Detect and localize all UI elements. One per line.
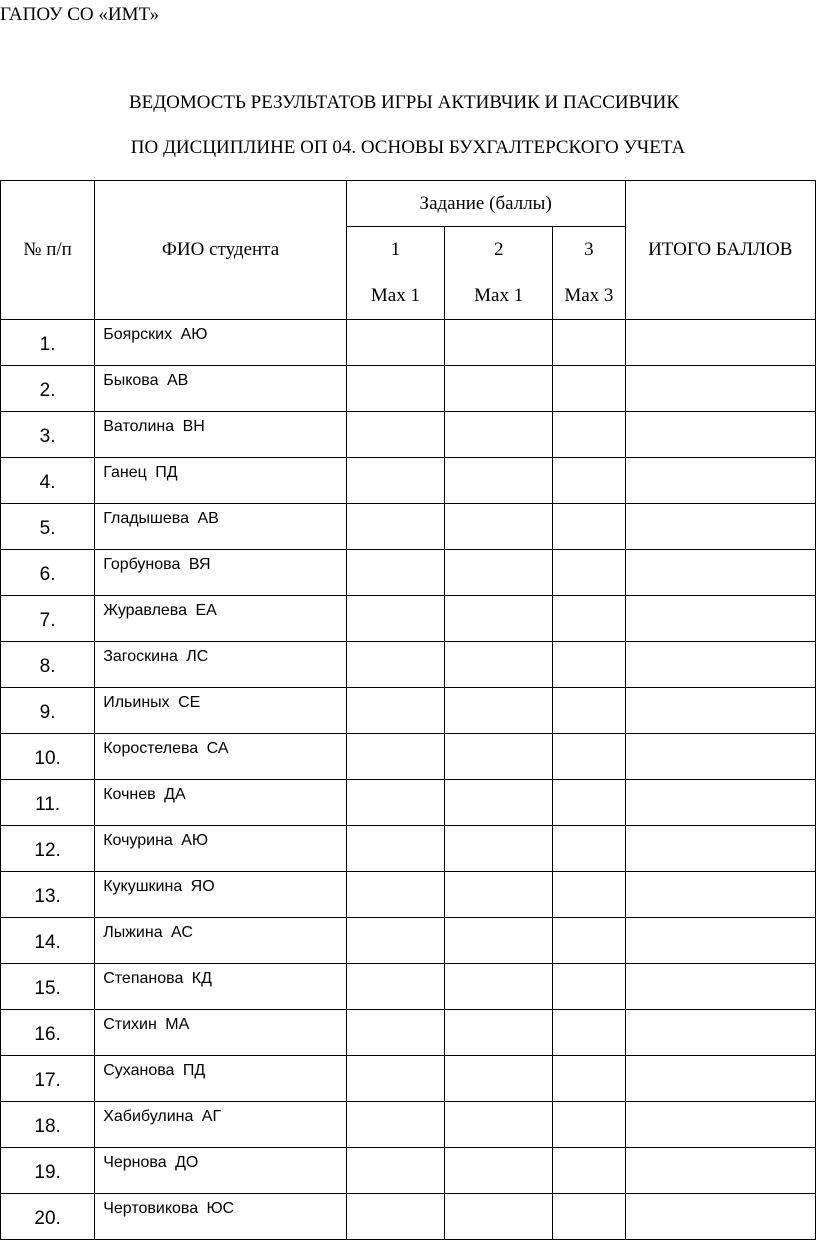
student-name-cell	[95, 366, 347, 412]
task-2-score-cell[interactable]	[445, 734, 553, 780]
total-score-cell[interactable]	[625, 1194, 816, 1240]
table-row	[1, 596, 816, 642]
task-2-score-cell[interactable]	[445, 366, 553, 412]
student-name-cell	[95, 1194, 347, 1240]
student-name: Суханова ПД	[103, 1062, 206, 1079]
student-name: Горбунова ВЯ	[103, 556, 211, 573]
table-row	[1, 1010, 816, 1056]
task-2-score-cell[interactable]	[445, 550, 553, 596]
total-score-cell[interactable]	[625, 642, 816, 688]
task-2-score-cell[interactable]	[445, 688, 553, 734]
total-score-cell[interactable]	[625, 1148, 816, 1194]
task-2-score-cell[interactable]	[445, 412, 553, 458]
total-score-cell[interactable]	[625, 504, 816, 550]
task-number: 3	[584, 239, 594, 260]
task-2-score-cell[interactable]	[445, 964, 553, 1010]
task-1-score-cell[interactable]	[346, 964, 444, 1010]
task-3-score-cell[interactable]	[553, 964, 625, 1010]
task-1-score-cell[interactable]	[346, 1056, 444, 1102]
task-3-score-cell[interactable]	[553, 1194, 625, 1240]
table-row	[1, 734, 816, 780]
task-1-score-cell[interactable]	[346, 1194, 444, 1240]
student-name-cell	[95, 688, 347, 734]
row-number: 17.	[1, 1056, 95, 1102]
task-max: Max 1	[370, 285, 420, 306]
row-number: 14.	[1, 918, 95, 964]
total-score-cell[interactable]	[625, 1056, 816, 1102]
task-1-score-cell[interactable]	[346, 918, 444, 964]
task-3-score-cell[interactable]	[553, 872, 625, 918]
document-title: ВЕДОМОСТЬ РЕЗУЛЬТАТОВ ИГРЫ АКТИВЧИК И ПАССИВЧИК	[128, 92, 680, 113]
student-name-cell	[95, 826, 347, 872]
total-score-cell[interactable]	[625, 826, 816, 872]
task-2-score-cell[interactable]	[445, 504, 553, 550]
row-number: 16.	[1, 1010, 95, 1056]
task-2-score-cell[interactable]	[445, 826, 553, 872]
total-score-cell[interactable]	[625, 688, 816, 734]
table-row	[1, 642, 816, 688]
row-number: 11.	[1, 780, 95, 826]
student-name-cell	[95, 412, 347, 458]
row-number: 8.	[1, 642, 95, 688]
row-number: 9.	[1, 688, 95, 734]
task-max: Max 3	[564, 285, 614, 306]
student-name: Загоскина ЛС	[103, 648, 209, 665]
table-row	[1, 872, 816, 918]
task-3-score-cell[interactable]	[553, 918, 625, 964]
task-1-score-cell[interactable]	[346, 826, 444, 872]
task-1-score-cell[interactable]	[346, 872, 444, 918]
total-score-cell[interactable]	[625, 1010, 816, 1056]
task-1-score-cell[interactable]	[346, 320, 444, 366]
task-1-score-cell[interactable]	[346, 412, 444, 458]
column-header-tasks: Задание (баллы)	[346, 181, 625, 227]
student-name-cell	[95, 1056, 347, 1102]
row-number: 12.	[1, 826, 95, 872]
total-score-cell[interactable]	[625, 872, 816, 918]
student-name: Коростелева СА	[103, 740, 229, 757]
task-1-score-cell[interactable]	[346, 458, 444, 504]
student-name-cell	[95, 642, 347, 688]
row-number: 5.	[1, 504, 95, 550]
table-body	[1, 320, 816, 1240]
total-score-cell[interactable]	[625, 964, 816, 1010]
row-number: 13.	[1, 872, 95, 918]
table-row	[1, 918, 816, 964]
task-2-score-cell[interactable]	[445, 918, 553, 964]
table-row	[1, 366, 816, 412]
row-number: 2.	[1, 366, 95, 412]
task-number: 2	[493, 239, 504, 260]
task-3-score-cell[interactable]	[553, 734, 625, 780]
student-name: Хабибулина АГ	[103, 1108, 222, 1125]
task-1-score-cell[interactable]	[346, 780, 444, 826]
student-name-cell	[95, 1010, 347, 1056]
student-name: Чернова ДО	[103, 1154, 199, 1171]
column-header-name: ФИО студента	[95, 181, 347, 320]
column-header-total: ИТОГО БАЛЛОВ	[625, 181, 816, 320]
document-subtitle: ПО ДИСЦИПЛИНЕ ОП 04. ОСНОВЫ БУХГАЛТЕРСКОГО УЧЕТА	[130, 137, 686, 158]
task-3-score-cell[interactable]	[553, 688, 625, 734]
task-2-score-cell[interactable]	[445, 1148, 553, 1194]
student-name: Гладышева АВ	[103, 510, 219, 527]
task-3-score-cell[interactable]	[553, 1010, 625, 1056]
table-row	[1, 780, 816, 826]
student-name-cell	[95, 872, 347, 918]
student-name: Лыжина АС	[103, 924, 193, 941]
task-2-score-cell[interactable]	[445, 1056, 553, 1102]
student-name-cell	[95, 596, 347, 642]
task-1-score-cell[interactable]	[346, 1102, 444, 1148]
student-name-cell	[95, 1148, 347, 1194]
student-name-cell	[95, 458, 347, 504]
total-score-cell[interactable]	[625, 596, 816, 642]
student-name-cell	[95, 964, 347, 1010]
total-score-cell[interactable]	[625, 320, 816, 366]
table-row	[1, 412, 816, 458]
table-row	[1, 550, 816, 596]
task-1-score-cell[interactable]	[346, 596, 444, 642]
task-3-score-cell[interactable]	[553, 504, 625, 550]
task-number: 1	[390, 239, 401, 260]
task-1-score-cell[interactable]	[346, 1010, 444, 1056]
task-2-score-cell[interactable]	[445, 642, 553, 688]
student-name: Кочурина АЮ	[103, 832, 209, 849]
student-name-cell	[95, 550, 347, 596]
task-3-score-cell[interactable]	[553, 320, 625, 366]
task-1-score-cell[interactable]	[346, 1148, 444, 1194]
task-header-1	[346, 227, 444, 320]
table-row	[1, 504, 816, 550]
student-name: Быкова АВ	[103, 372, 189, 389]
row-number: 6.	[1, 550, 95, 596]
total-score-cell[interactable]	[625, 458, 816, 504]
task-2-score-cell[interactable]	[445, 1102, 553, 1148]
student-name: Ильиных СЕ	[103, 694, 201, 711]
table-row	[1, 964, 816, 1010]
task-2-score-cell[interactable]	[445, 1194, 553, 1240]
task-max: Max 1	[474, 285, 524, 306]
task-1-score-cell[interactable]	[346, 550, 444, 596]
table-row	[1, 826, 816, 872]
task-3-score-cell[interactable]	[553, 642, 625, 688]
student-name: Стихин МА	[103, 1016, 190, 1033]
student-name-cell	[95, 918, 347, 964]
total-score-cell[interactable]	[625, 734, 816, 780]
task-3-score-cell[interactable]	[553, 366, 625, 412]
results-table	[0, 180, 816, 1240]
task-1-score-cell[interactable]	[346, 642, 444, 688]
table-row	[1, 1148, 816, 1194]
total-score-cell[interactable]	[625, 918, 816, 964]
row-number: 3.	[1, 412, 95, 458]
row-number: 19.	[1, 1148, 95, 1194]
task-3-score-cell[interactable]	[553, 412, 625, 458]
student-name-cell	[95, 504, 347, 550]
table-row	[1, 1194, 816, 1240]
task-2-score-cell[interactable]	[445, 596, 553, 642]
row-number: 10.	[1, 734, 95, 780]
task-1-score-cell[interactable]	[346, 688, 444, 734]
task-header-2	[445, 227, 553, 320]
table-row	[1, 1102, 816, 1148]
table-row	[1, 688, 816, 734]
row-number: 15.	[1, 964, 95, 1010]
task-2-score-cell[interactable]	[445, 872, 553, 918]
student-name-cell	[95, 780, 347, 826]
student-name: Боярских АЮ	[103, 326, 208, 343]
total-score-cell[interactable]	[625, 550, 816, 596]
task-3-score-cell[interactable]	[553, 458, 625, 504]
student-name-cell	[95, 1102, 347, 1148]
student-name: Кукушкина ЯО	[103, 878, 215, 895]
task-3-score-cell[interactable]	[553, 1056, 625, 1102]
organization-name: ГАПОУ СО «ИМТ»	[0, 4, 160, 25]
student-name: Журавлева ЕА	[103, 602, 217, 619]
task-3-score-cell[interactable]	[553, 596, 625, 642]
row-number: 7.	[1, 596, 95, 642]
table-row	[1, 1056, 816, 1102]
task-3-score-cell[interactable]	[553, 826, 625, 872]
column-header-number: № п/п	[1, 181, 95, 320]
task-2-score-cell[interactable]	[445, 780, 553, 826]
student-name: Чертовикова ЮС	[103, 1200, 235, 1217]
total-score-cell[interactable]	[625, 366, 816, 412]
task-1-score-cell[interactable]	[346, 366, 444, 412]
student-name-cell	[95, 734, 347, 780]
total-score-cell[interactable]	[625, 780, 816, 826]
task-3-score-cell[interactable]	[553, 780, 625, 826]
task-2-score-cell[interactable]	[445, 320, 553, 366]
task-3-score-cell[interactable]	[553, 1148, 625, 1194]
total-score-cell[interactable]	[625, 1102, 816, 1148]
student-name: Ганец ПД	[103, 464, 178, 481]
student-name: Степанова КД	[103, 970, 212, 987]
student-name: Ватолина ВН	[103, 418, 205, 435]
task-1-score-cell[interactable]	[346, 734, 444, 780]
row-number: 18.	[1, 1102, 95, 1148]
student-name-cell	[95, 320, 347, 366]
row-number: 4.	[1, 458, 95, 504]
table-row	[1, 458, 816, 504]
row-number: 20.	[1, 1194, 95, 1240]
task-3-score-cell[interactable]	[553, 1102, 625, 1148]
task-2-score-cell[interactable]	[445, 1010, 553, 1056]
task-1-score-cell[interactable]	[346, 504, 444, 550]
row-number: 1.	[1, 320, 95, 366]
task-header-3	[553, 227, 625, 320]
task-2-score-cell[interactable]	[445, 458, 553, 504]
task-3-score-cell[interactable]	[553, 550, 625, 596]
student-name: Кочнев ДА	[103, 786, 186, 803]
table-row	[1, 320, 816, 366]
total-score-cell[interactable]	[625, 412, 816, 458]
